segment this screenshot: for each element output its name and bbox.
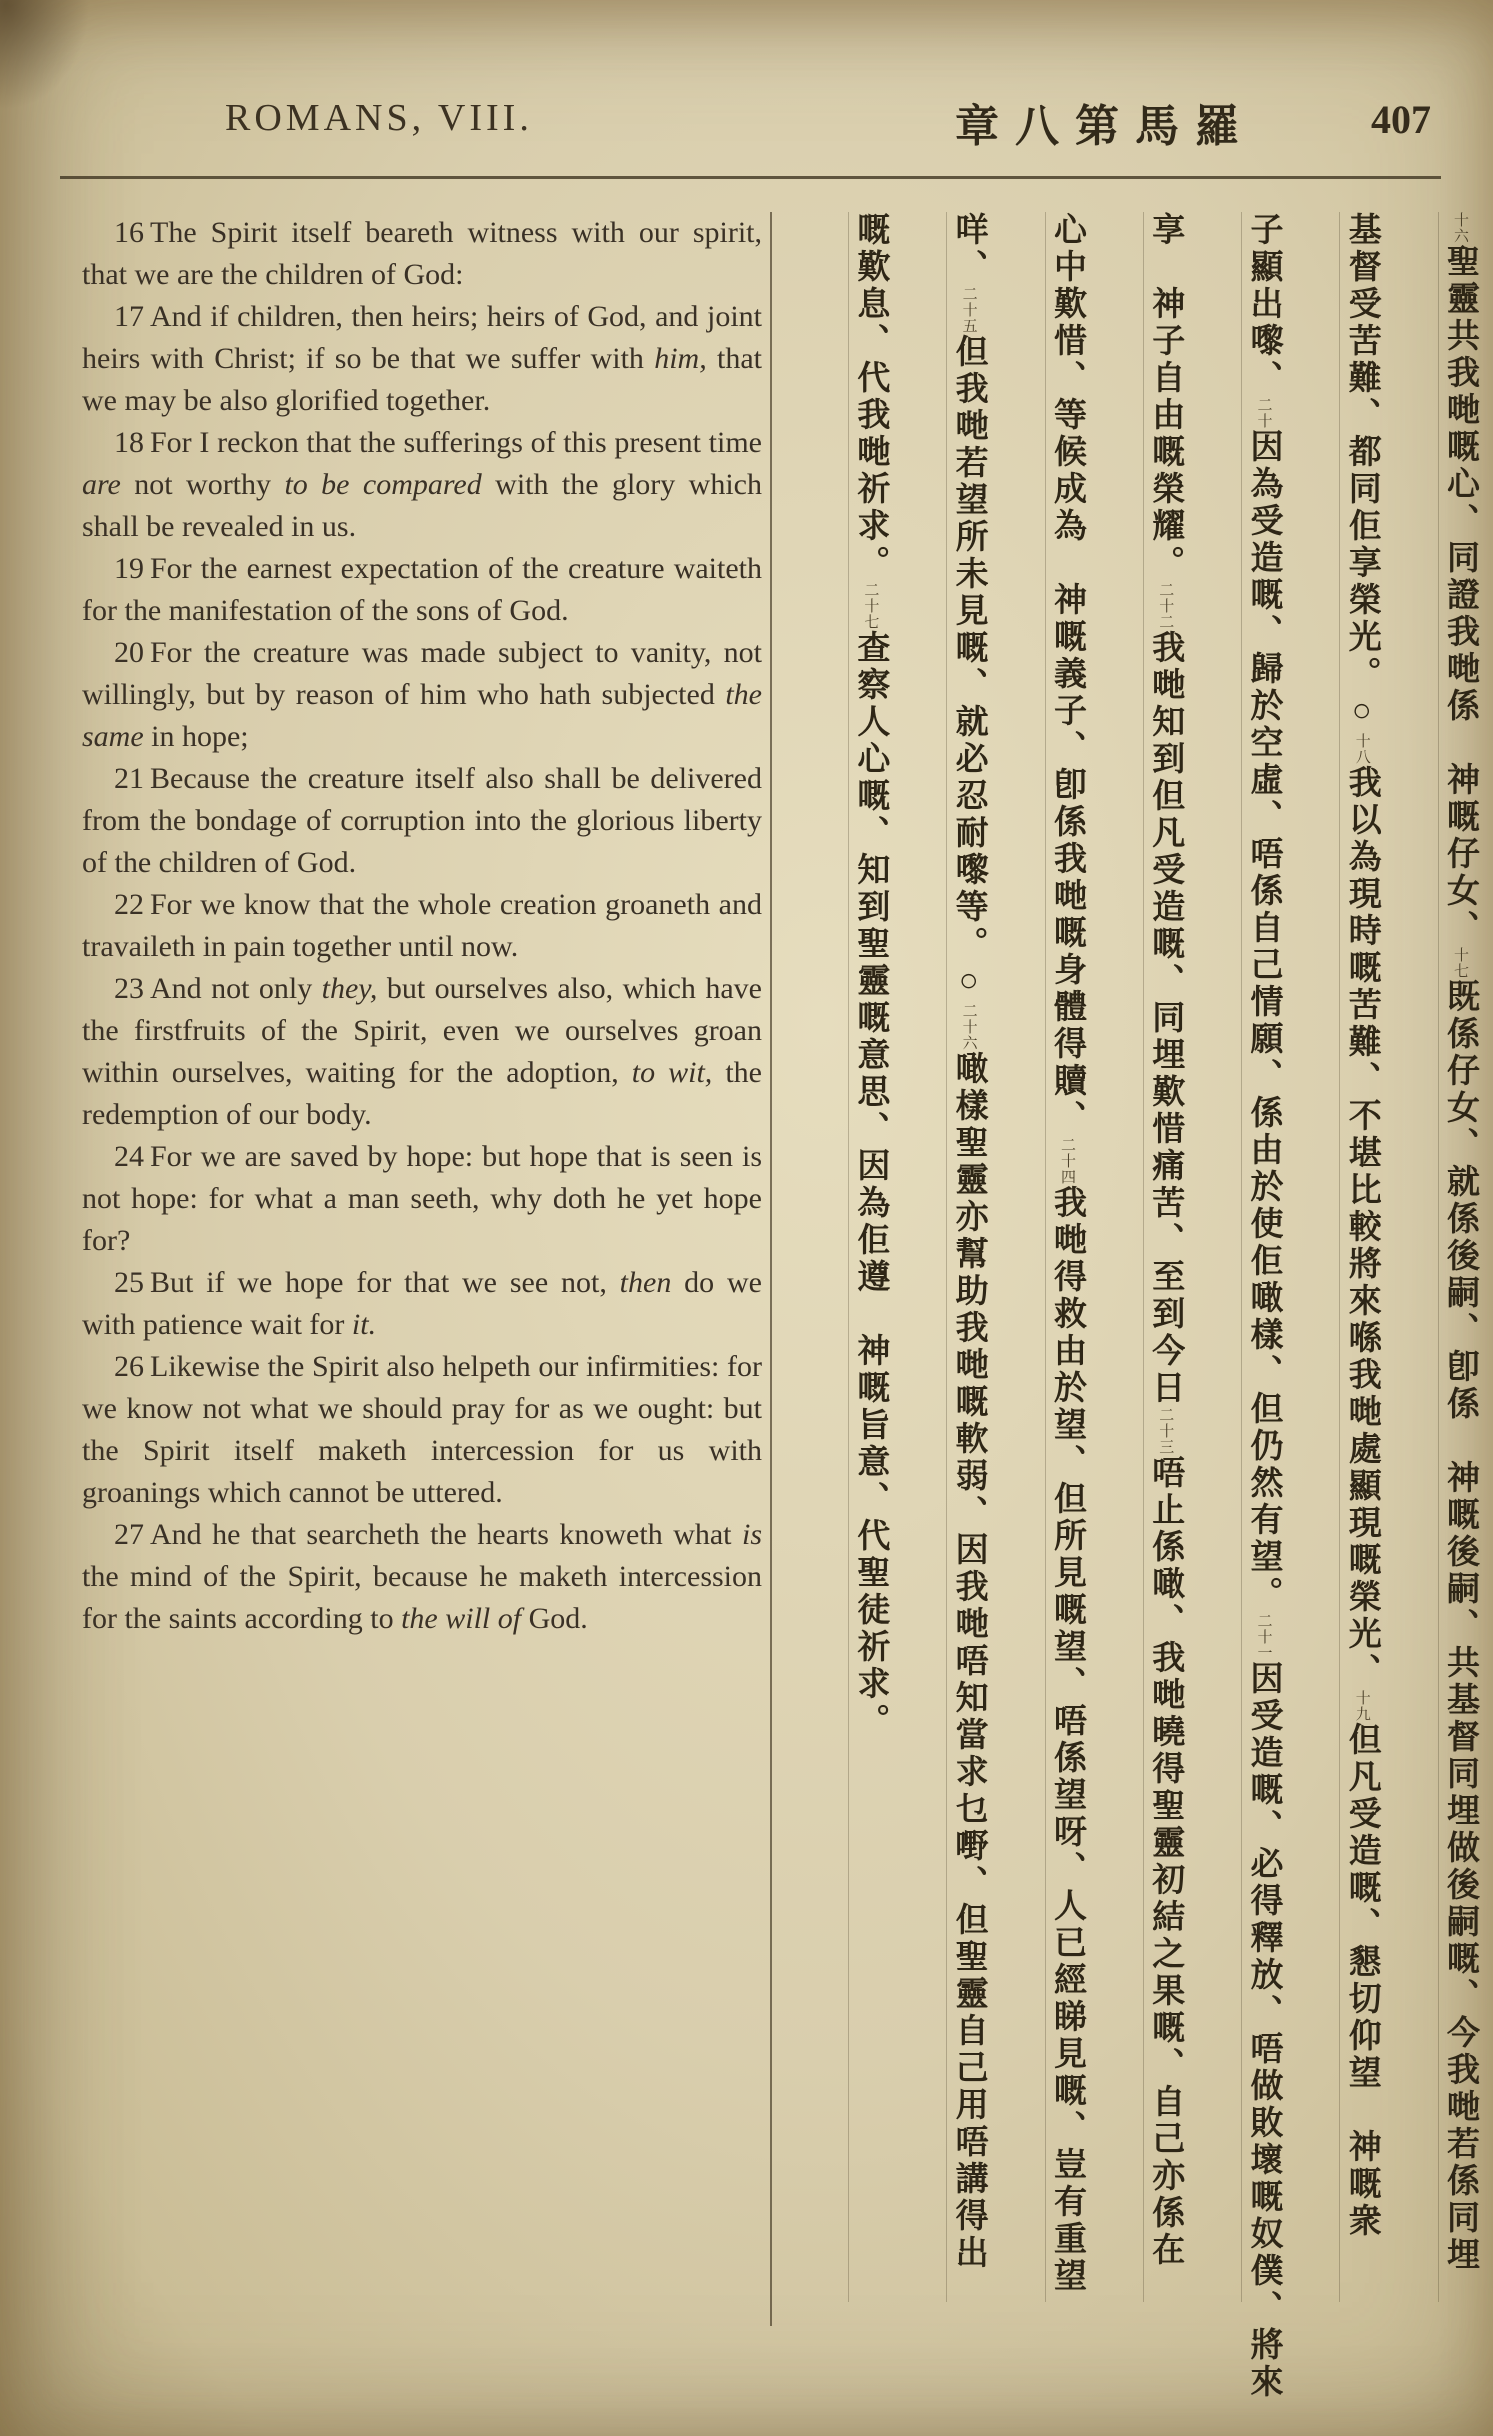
chinese-text-column <box>848 212 889 2302</box>
verse-paragraph <box>82 212 762 296</box>
verse-text-italic: they, <box>321 972 378 1005</box>
chinese-verse-number: 二十六 <box>960 1003 977 1051</box>
verse-number: 22 <box>114 888 144 921</box>
verse-paragraph <box>82 632 762 758</box>
verse-text: And if children, then heirs; heirs of God, and joint heirs with Christ; if so be that we suffer with <box>82 300 762 375</box>
chinese-verse-text: 唔止係噉、我哋曉得聖靈初結之果嘅、自己亦係在 <box>1147 1455 1184 2269</box>
verse-text-italic: is <box>741 1518 762 1551</box>
verse-paragraph <box>82 1136 762 1262</box>
chinese-verse-number: 二十二 <box>1157 582 1174 630</box>
verse-text: not worthy <box>120 468 285 501</box>
verse-text: And he that searcheth the hearts knoweth what <box>150 1518 742 1551</box>
header-title-english: ROMANS, VIII. <box>225 97 533 139</box>
verse-number: 16 <box>114 216 144 249</box>
verse-paragraph <box>82 1514 762 1640</box>
verse-paragraph <box>82 422 762 548</box>
verse-number: 20 <box>114 636 144 669</box>
chinese-text-column <box>1438 212 1479 2302</box>
page-header <box>0 96 1493 156</box>
chinese-verse-number: 二十四 <box>1058 1137 1075 1185</box>
scan-corner-shadow <box>0 0 90 110</box>
verse-text: God. <box>521 1602 588 1635</box>
page-content <box>0 212 1493 2401</box>
verse-number: 25 <box>114 1266 144 1299</box>
chinese-verse-text: 咩、 <box>950 212 987 286</box>
chinese-verse-number: 二十三 <box>1157 1407 1174 1455</box>
verse-paragraph <box>82 296 762 422</box>
chinese-verse-text: 我哋知到但凡受造嘅、同埋歎惜痛苦、至到今日 <box>1147 630 1184 1407</box>
chinese-verse-number: 二十五 <box>960 286 977 334</box>
chinese-verse-text: 心中歎惜、等候成為 神嘅義子、卽係我哋嘅身體得贖、 <box>1048 212 1085 1137</box>
chinese-verse-text: 因為受造嘅、歸於空虛、唔係自己情願、係由於使佢噉樣、但仍然有望。 <box>1245 429 1282 1613</box>
verse-paragraph <box>82 884 762 968</box>
chinese-text-column <box>1339 212 1380 2302</box>
verse-number: 17 <box>114 300 144 333</box>
verse-text: For we know that the whole creation groaneth and travaileth in pain together until now. <box>82 888 762 963</box>
verse-number: 26 <box>114 1350 144 1383</box>
verse-text-italic: then <box>619 1266 672 1299</box>
verse-text: with the glory which shall be revealed in us. <box>82 468 763 543</box>
verse-text: but ourselves also, which have the firstfruits of the Spirit, even we ourselves groan within ourselves, waiting for the adoption, <box>82 972 762 1089</box>
verse-paragraph <box>82 1262 762 1346</box>
verse-text: But if we hope for that we see not, <box>150 1266 620 1299</box>
verse-text: that we may be also glorified together. <box>82 342 762 417</box>
chinese-verse-text: 我以為現時嘅苦難、不堪比較將來喺我哋處顯現嘅榮光、 <box>1343 765 1380 1690</box>
verse-text: Likewise the Spirit also helpeth our infirmities: for we know not what we should pray for as we ought: but the Spirit itself maketh intercession for us with groanings which cannot be uttered. <box>82 1350 762 1509</box>
chinese-verse-number: 十八 <box>1353 733 1370 765</box>
verse-text-italic: the same <box>82 678 762 753</box>
chinese-text-column <box>1143 212 1184 2302</box>
chinese-verse-text: 但我哋若望所未見嘅、就必忍耐嚟等。○ <box>950 334 987 1003</box>
verse-text-italic: him, <box>654 342 707 375</box>
chinese-text-column <box>946 212 987 2302</box>
chinese-verse-text: 享 神子自由嘅榮耀。 <box>1147 212 1184 582</box>
verse-text: in hope; <box>143 720 249 753</box>
chinese-verse-text: 聖靈共我哋嘅心、同證我哋係 神嘅仔女、 <box>1442 244 1478 947</box>
chinese-verse-text: 基督受苦難、都同佢享榮光。○ <box>1343 212 1380 733</box>
verse-text: do we with patience wait for <box>82 1266 762 1341</box>
verse-text: And not only <box>150 972 322 1005</box>
verse-number: 21 <box>114 762 144 795</box>
english-column <box>82 212 762 2326</box>
verse-text-italic: it. <box>351 1308 377 1341</box>
page-number: 407 <box>1371 97 1431 142</box>
chinese-verse-text: 嘅歎息、代我哋祈求。 <box>852 212 889 582</box>
verse-text-italic: to be compared <box>284 468 482 501</box>
chinese-verse-text: 既係仔女、就係後嗣、卽係 神嘅後嗣、共基督同埋做後嗣嘅、今我哋若係同埋 <box>1442 979 1478 2274</box>
verse-text: Because the creature itself also shall be delivered from the bondage of corruption into the glorious liberty of the children of God. <box>82 762 762 879</box>
verse-number: 23 <box>114 972 144 1005</box>
verse-paragraph <box>82 968 762 1136</box>
chinese-verse-number: 十七 <box>1452 947 1468 979</box>
chinese-verse-number: 十九 <box>1353 1690 1370 1722</box>
chinese-verse-text: 子顯出嚟、 <box>1245 212 1282 397</box>
verse-paragraph <box>82 758 762 884</box>
verse-text: For I reckon that the sufferings of this present time <box>150 426 762 459</box>
verse-paragraph <box>82 1346 762 1514</box>
verse-text: the mind of the Spirit, because he maketh intercession for the saints according to <box>82 1560 762 1635</box>
chinese-verse-text: 但凡受造嘅、懇切仰望 神嘅衆 <box>1343 1722 1380 2240</box>
chinese-verse-number: 二十 <box>1255 397 1272 429</box>
verse-number: 27 <box>114 1518 144 1551</box>
header-rule <box>60 176 1441 179</box>
verse-text: The Spirit itself beareth witness with our spirit, that we are the children of God: <box>82 216 762 291</box>
chinese-verse-number: 十六 <box>1452 212 1468 244</box>
chinese-verse-text: 因受造嘅、必得釋放、唔做敗壞嘅奴僕、將來 <box>1245 1661 1282 2401</box>
chinese-text-column <box>1045 212 1086 2302</box>
verse-text: For the earnest expectation of the creature waiteth for the manifestation of the sons of God. <box>82 552 762 627</box>
verse-text-italic: to wit, <box>631 1056 713 1089</box>
verse-number: 19 <box>114 552 144 585</box>
verse-text: For the creature was made subject to vanity, not willingly, but by reason of him who hath subjected <box>82 636 762 711</box>
chinese-column-area <box>772 212 1493 2401</box>
verse-number: 18 <box>114 426 144 459</box>
chinese-text-column <box>1241 212 1282 2401</box>
verse-text: For we are saved by hope: but hope that is seen is not hope: for what a man seeth, why doth he yet hope for? <box>82 1140 762 1257</box>
chinese-verse-number: 二十七 <box>862 582 879 630</box>
header-title-chinese: 章八第馬羅 <box>955 102 1255 151</box>
chinese-verse-text: 查察人心嘅、知到聖靈嘅意思、因為佢遵 神嘅旨意、代聖徒祈求。 <box>852 630 889 1740</box>
chinese-verse-text: 噉樣聖靈亦幫助我哋嘅軟弱、因我哋唔知當求乜嘢、但聖靈自己用唔講得出 <box>950 1051 987 2272</box>
verse-text: the redemption of our body. <box>82 1056 762 1131</box>
verse-text-italic: are <box>82 468 121 501</box>
verse-paragraph <box>82 548 762 632</box>
verse-text-italic: the will of <box>401 1602 522 1635</box>
verse-number: 24 <box>114 1140 144 1173</box>
chinese-verse-number: 二十一 <box>1255 1613 1272 1661</box>
chinese-verse-text: 我哋得救由於望、但所見嘅望、唔係望呀、人已經睇見嘅、豈有重望 <box>1048 1185 1085 2295</box>
